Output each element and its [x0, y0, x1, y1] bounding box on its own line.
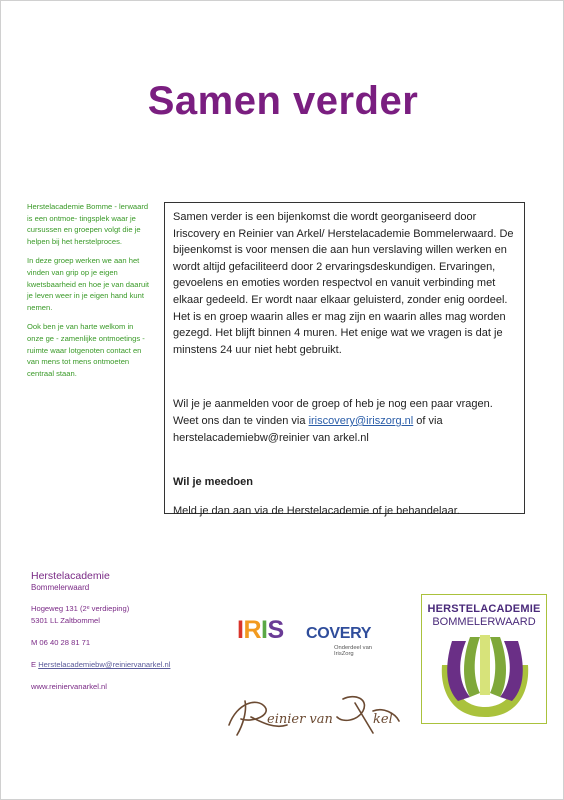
contact-email-line [31, 659, 231, 671]
iris-letter: S [267, 616, 284, 644]
iriscovery-email-link[interactable]: iriscovery@iriszorg.nl [308, 414, 414, 427]
contact-email-prefix: E [31, 660, 39, 669]
herstel-logo-emblem [422, 625, 548, 725]
iriscovery-logo [237, 616, 377, 656]
join-heading: Wil je meedoen [173, 476, 253, 489]
herstel-logo-line1: HERSTELACADEMIE [427, 603, 541, 615]
main-text-box [164, 202, 525, 517]
contact-text-after: of via herstelacademiebw@reinier van arkel.nl [173, 414, 443, 444]
sidebar-text [27, 201, 149, 387]
reinier-van-arkel-signature-logo [223, 689, 403, 739]
sidebar-paragraph: Ook ben je van harte welkom in onze ge - zamenlijke ontmoetings - ruimte waar lotgenoten contact en van mens tot mens ontmoeten centraal staan. [27, 322, 145, 378]
join-text: Meld je dan aan via de Herstelacademie of je behandelaar. [173, 504, 460, 517]
contact-org-sub: Bommelerwaard [31, 583, 90, 592]
sidebar-paragraph: In deze groep werken we aan het vinden van grip op je eigen kwetsbaarheid en hoe je van daaruit je leven weer in je eigen hand kunt nemen. [27, 256, 150, 312]
contact-phone: M 06 40 28 81 71 [31, 638, 91, 647]
iris-letter: R [243, 616, 262, 644]
herstel-logo-line2: BOMMELERWAARD [432, 616, 536, 628]
contact-text-before: Wil je je aanmelden voor de groep of heb je nog een paar vragen. Weet ons dan te vinden via [173, 398, 493, 427]
sidebar-paragraph: Herstelacademie Bomme - lerwaard is een ontmoe- tingsplek waar je cursussen en groepen volgt die je helpen bij het herstelproces. [27, 202, 149, 246]
iris-letter: I [261, 616, 268, 644]
page-title: Samen verder [147, 79, 419, 123]
iris-letter: I [237, 616, 244, 644]
contact-email-link[interactable]: Herstelacademiebw@reiniervanarkel.nl [38, 660, 171, 669]
svg-text:kel: kel [373, 712, 393, 727]
iriscovery-logo-tagline: Onderdeel van IrisZorg [334, 645, 373, 657]
contact-org: Herstelacademie [31, 570, 110, 582]
contact-website-link[interactable]: www.reiniervanarkel.nl [31, 682, 107, 691]
herstelacademie-logo [421, 594, 547, 724]
contact-address-line1: Hogeweg 131 (2ᵉ verdieping) [31, 604, 130, 613]
contact-address-line2: 5301 LL Zaltbommel [31, 616, 100, 625]
contact-paragraph [173, 396, 516, 446]
iriscovery-logo-letters [237, 616, 284, 645]
svg-text:einier van: einier van [267, 712, 333, 727]
intro-paragraph: Samen verder is een bijenkomst die wordt georganiseerd door Iriscovery en Reinier van Arkel/ Herstelacademie Bommelerwaard. De bijeenkomst is voor mensen die aan hun verslaving willen werken en wordt altijd gefaciliteerd door 2 ervaringsdeskundigen. Ervaringen, gevoelens en emoties worden respectvol en vanuit verbinding met elkaar gedeeld. Er wordt naar elkaar geluisterd, zonder enig oordeel. Het is en groep waarin alles er mag zijn en waarin alles mag worden gezegd. Het blijft binnen 4 muren. Het enige wat we vragen is dat je minstens 24 uur niet hebt gebruikt. [173, 211, 514, 356]
iriscovery-logo-suffix: COVERY [306, 625, 372, 642]
contact-block [31, 569, 231, 693]
